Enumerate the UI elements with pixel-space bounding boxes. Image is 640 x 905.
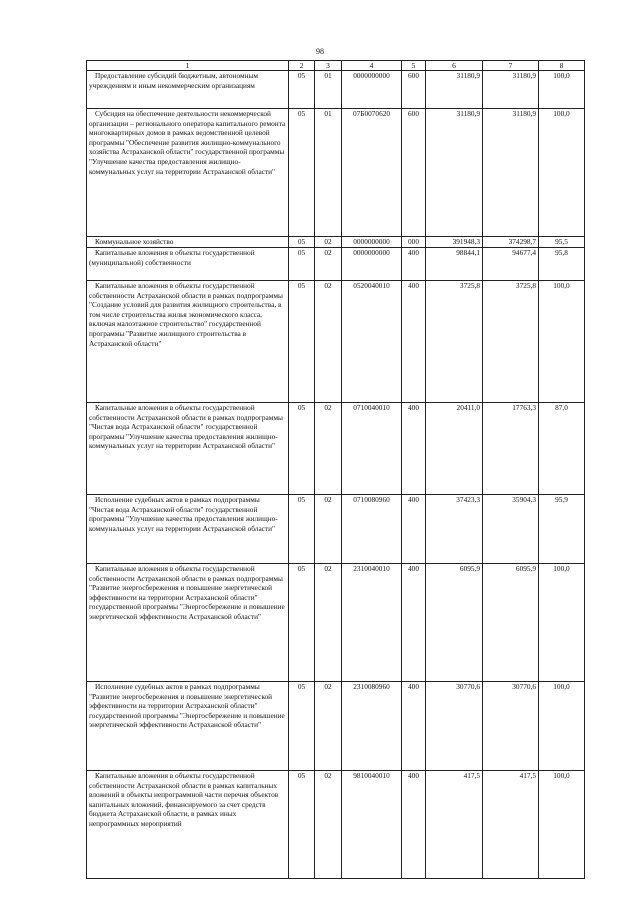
row-executed: 94677,4	[483, 248, 539, 281]
row-target-article: 0520040010	[342, 281, 402, 403]
column-header: 6	[426, 61, 483, 71]
row-executed: 6095,9	[483, 564, 539, 682]
row-planned: 417,5	[426, 771, 483, 879]
row-subsection: 02	[315, 281, 342, 403]
table-row	[87, 495, 585, 564]
row-name: Капитальные вложения в объекты государственной (муниципальной) собственности	[87, 248, 289, 281]
row-target-article: 2310080960	[342, 682, 402, 771]
row-name: Предоставление субсидий бюджетным, автономным учреждениям и иным некоммерческим организациям	[87, 71, 289, 109]
table-row	[87, 237, 585, 248]
row-section: 05	[289, 71, 315, 109]
row-target-article: 2310040010	[342, 564, 402, 682]
row-subsection: 02	[315, 771, 342, 879]
row-name: Субсидия на обеспечение деятельности некоммерческой организации – регионального оператора капитального ремонта многоквартирных домов в рамках ведомственной целевой программы "Обеспечение развития жилищно-коммунального хозяйства Астраханской области" государственной программы "Улучшение качества предоставления жилищно-коммунальных услуг на территории Астраханской области"	[87, 109, 289, 237]
row-name: Исполнение судебных актов в рамках подпрограммы "Чистая вода Астраханской области" государственной программы "Улучшение качества предоставления жилищно-коммунальных услуг на территории Астраханской области"	[87, 495, 289, 564]
row-percent: 95,5	[539, 237, 585, 248]
row-planned: 31180,9	[426, 109, 483, 237]
table-row	[87, 403, 585, 495]
row-percent: 95,9	[539, 495, 585, 564]
column-header: 8	[539, 61, 585, 71]
table-row	[87, 771, 585, 879]
row-target-article: 0000000000	[342, 71, 402, 109]
row-planned: 30770,6	[426, 682, 483, 771]
row-percent: 100,0	[539, 682, 585, 771]
row-expense-type: 600	[402, 71, 426, 109]
row-percent: 100,0	[539, 564, 585, 682]
row-planned: 37423,3	[426, 495, 483, 564]
column-header: 3	[315, 61, 342, 71]
row-name: Исполнение судебных актов в рамках подпрограммы "Развитие энергосбережения и повышение энергетической эффективности на территории Астраханской области" государственной программы "Энергосбережение и повышение энергетической эффективности Астраханской области"	[87, 682, 289, 771]
row-section: 05	[289, 495, 315, 564]
page-number: 98	[316, 47, 324, 56]
row-expense-type: 600	[402, 109, 426, 237]
row-planned: 6095,9	[426, 564, 483, 682]
row-executed: 417,5	[483, 771, 539, 879]
row-subsection: 02	[315, 495, 342, 564]
row-subsection: 01	[315, 71, 342, 109]
row-expense-type: 400	[402, 281, 426, 403]
row-section: 05	[289, 403, 315, 495]
column-header: 7	[483, 61, 539, 71]
row-target-article: 0710080960	[342, 495, 402, 564]
row-executed: 3725,8	[483, 281, 539, 403]
row-name: Капитальные вложения в объекты государственной собственности Астраханской области в рамках подпрограммы "Чистая вода Астраханской области" государственной программы "Улучшение качества предоставления жилищно-коммунальных услуг на территории Астраханской области"	[87, 403, 289, 495]
row-planned: 20411,0	[426, 403, 483, 495]
row-subsection: 01	[315, 109, 342, 237]
column-header: 4	[342, 61, 402, 71]
row-percent: 95,8	[539, 248, 585, 281]
row-percent: 100,0	[539, 281, 585, 403]
row-executed: 31180,9	[483, 71, 539, 109]
table-header-row	[87, 61, 585, 71]
row-expense-type: 400	[402, 682, 426, 771]
table-row	[87, 109, 585, 237]
row-section: 05	[289, 248, 315, 281]
row-subsection: 02	[315, 237, 342, 248]
row-percent: 100,0	[539, 771, 585, 879]
row-section: 05	[289, 771, 315, 879]
row-target-article: 9810040010	[342, 771, 402, 879]
row-percent: 87,0	[539, 403, 585, 495]
row-expense-type: 400	[402, 403, 426, 495]
row-subsection: 02	[315, 564, 342, 682]
row-expense-type: 400	[402, 771, 426, 879]
row-planned: 31180,9	[426, 71, 483, 109]
row-percent: 100,0	[539, 109, 585, 237]
row-target-article: 0000000000	[342, 248, 402, 281]
row-name: Коммунальное хозяйство	[87, 237, 289, 248]
row-subsection: 02	[315, 682, 342, 771]
row-expense-type: 400	[402, 495, 426, 564]
column-header: 5	[402, 61, 426, 71]
row-target-article: 0710040010	[342, 403, 402, 495]
row-section: 05	[289, 564, 315, 682]
table-row	[87, 71, 585, 109]
row-executed: 30770,6	[483, 682, 539, 771]
table-row	[87, 564, 585, 682]
row-target-article: 07Б0070620	[342, 109, 402, 237]
row-section: 05	[289, 682, 315, 771]
row-executed: 31180,9	[483, 109, 539, 237]
row-subsection: 02	[315, 403, 342, 495]
column-header: 1	[87, 61, 289, 71]
table-row	[87, 248, 585, 281]
row-executed: 374298,7	[483, 237, 539, 248]
row-executed: 17763,3	[483, 403, 539, 495]
row-percent: 100,0	[539, 71, 585, 109]
column-header: 2	[289, 61, 315, 71]
row-expense-type: 000	[402, 237, 426, 248]
row-planned: 391948,3	[426, 237, 483, 248]
row-planned: 98844,1	[426, 248, 483, 281]
row-executed: 35904,3	[483, 495, 539, 564]
row-section: 05	[289, 109, 315, 237]
budget-table	[86, 60, 585, 879]
row-name: Капитальные вложения в объекты государственной собственности Астраханской области в рамках подпрограммы "Развитие энергосбережения и повышение энергетической эффективности на территории Астраханской области" государственной программы "Энергосбережение и повышение энергетической эффективности Астраханской области"	[87, 564, 289, 682]
row-subsection: 02	[315, 248, 342, 281]
table-row	[87, 281, 585, 403]
row-section: 05	[289, 237, 315, 248]
table-row	[87, 682, 585, 771]
row-target-article: 0000000000	[342, 237, 402, 248]
row-name: Капитальные вложения в объекты государственной собственности Астраханской области в рамках подпрограммы "Создание условий для развития жилищного строительства, в том числе строительства жилья экономического класса, включая малоэтажное строительство" государственной программы "Развитие жилищного строительства в Астраханской области"	[87, 281, 289, 403]
row-name: Капитальные вложения в объекты государственной собственности Астраханской области в рамках капитальных вложений в объекты непрограммной части перечня объектов капитальных вложений, финансируемого за счет средств бюджета Астраханской области, в рамках иных непрограммных мероприятий	[87, 771, 289, 879]
row-expense-type: 400	[402, 248, 426, 281]
row-planned: 3725,8	[426, 281, 483, 403]
row-expense-type: 400	[402, 564, 426, 682]
row-section: 05	[289, 281, 315, 403]
